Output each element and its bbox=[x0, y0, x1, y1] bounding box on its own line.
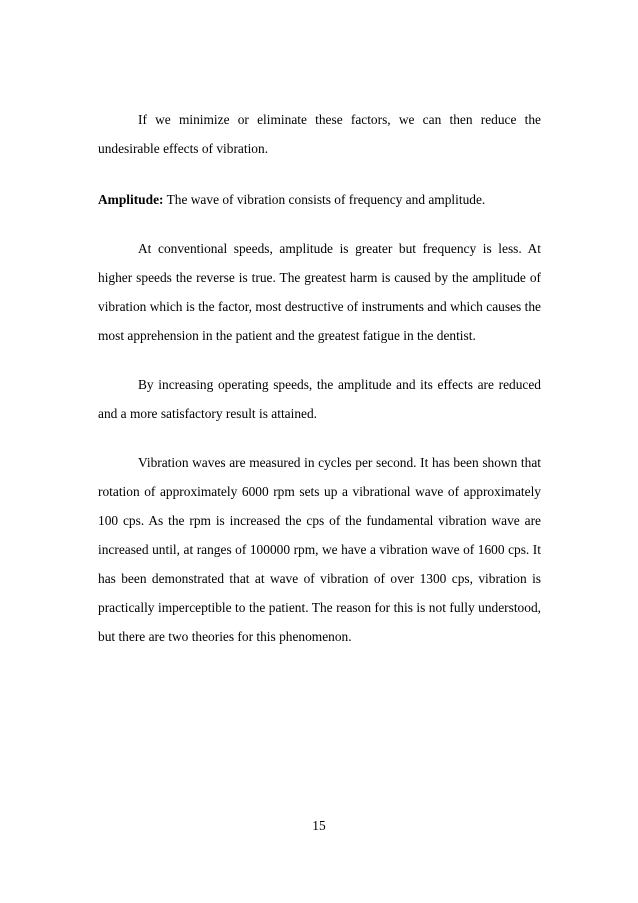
paragraph-vibration-waves-text: Vibration waves are measured in cycles per second. It has been shown that rotation of approximately 6000 rpm sets up a vibrational wave of approximately 100 cps. As the rpm is increased the cps of the fundamental vibration wave are increased until, at ranges of 100000 rpm, we have a vibration wave of 1600 cps. It has been demonstrated that at wave of vibration of over 1300 cps, vibration is practically imperceptible to the patient. The reason for this is not fully understood, but there are two theories for this phenomenon. bbox=[98, 455, 541, 644]
paragraph-operating-speeds bbox=[98, 370, 541, 428]
paragraph-factors bbox=[98, 105, 541, 163]
amplitude-term: Amplitude: bbox=[98, 192, 164, 207]
paragraph-operating-speeds-text: By increasing operating speeds, the amplitude and its effects are reduced and a more satisfactory result is attained. bbox=[98, 377, 541, 421]
page-content bbox=[98, 105, 541, 651]
paragraph-factors-text: If we minimize or eliminate these factors, we can then reduce the undesirable effects of vibration. bbox=[98, 112, 541, 156]
paragraph-vibration-waves bbox=[98, 448, 541, 651]
paragraph-conventional-speeds bbox=[98, 234, 541, 350]
page-number: 15 bbox=[312, 818, 326, 833]
amplitude-definition-text: The wave of vibration consists of frequency and amplitude. bbox=[163, 192, 486, 207]
paragraph-conventional-speeds-text: At conventional speeds, amplitude is greater but frequency is less. At higher speeds the reverse is true. The greatest harm is caused by the amplitude of vibration which is the factor, most destructive of instruments and which causes the most apprehension in the patient and the greatest fatigue in the dentist. bbox=[98, 241, 541, 343]
paragraph-amplitude-definition bbox=[98, 185, 541, 214]
